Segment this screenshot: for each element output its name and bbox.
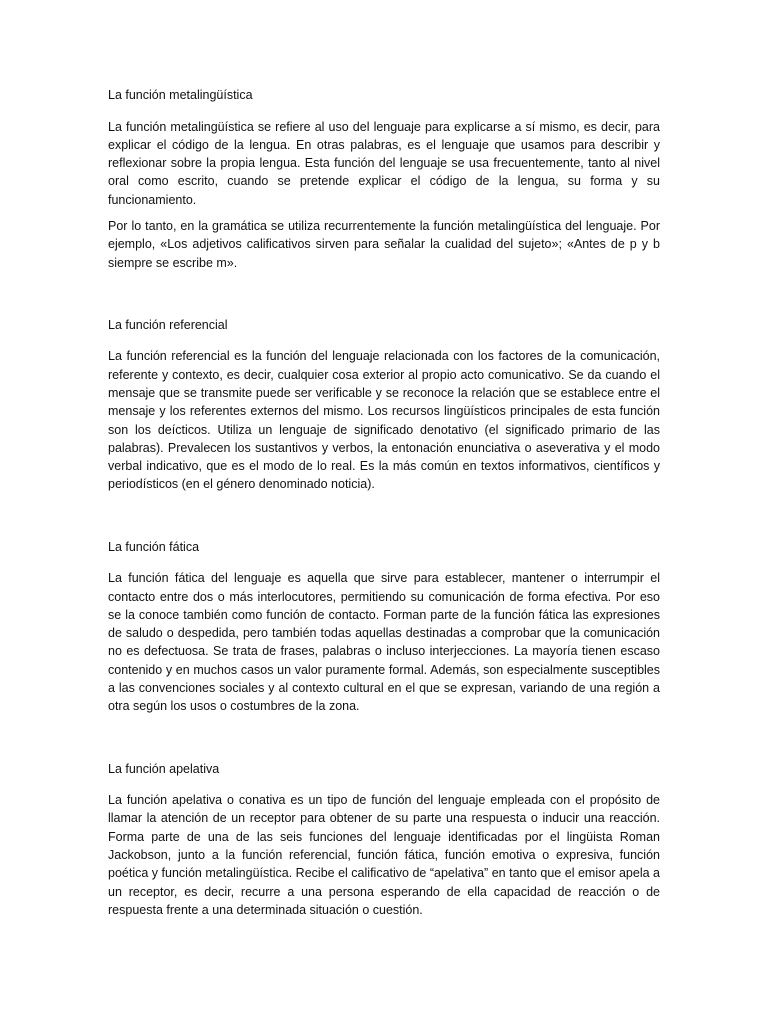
section-spacer — [108, 280, 660, 316]
section-paragraph: Por lo tanto, en la gramática se utiliza recurrentemente la función metalingüística del lenguaje. Por ejemplo, «Los adjetivos calificativos sirven para señalar la cualidad del sujeto»; «Antes de p y b siempre se escribe m». — [108, 218, 660, 270]
section-heading: La función metalingüística — [108, 88, 253, 102]
section-fatica — [108, 538, 660, 716]
section-referencial — [108, 316, 660, 494]
section-heading: La función fática — [108, 539, 200, 554]
section-paragraph: La función metalingüística se refiere al uso del lenguaje para explicarse a sí mismo, es decir, para explicar el código de la lengua. En otras palabras, es el lenguaje que usamos para describir y reflexionar sobre la propia lengua. Esta función del lenguaje se usa frecuentemente, tanto al nivel oral como escrito, cuando se pretende explicar el código de la lengua, su forma y su funcionamiento. — [108, 119, 660, 207]
document-page — [108, 86, 660, 927]
section-apelativa — [108, 760, 660, 920]
section-heading: La función apelativa — [108, 761, 220, 776]
section-heading: La función referencial — [108, 317, 228, 332]
section-paragraph: La función referencial es la función del lenguaje relacionada con los factores de la comunicación, referente y contexto, es decir, cualquier cosa exterior al propio acto comunicativo. Se da cuando el mensaje que se transmite puede ser verificable y se reconoce la relación que se establece entre el mensaje y los referentes externos del mismo. Los recursos lingüísticos principales de esta función son los deícticos. Utiliza un lenguaje de significado denotativo (el significado primario de las palabras). Prevalecen los sustantivos y verbos, la entonación enunciativa o aseverativa y el modo verbal indicativo, que es el modo de lo real. Es la más común en textos informativos, científicos y periodísticos (en el género denominado noticia). — [108, 349, 660, 492]
section-spacer — [108, 502, 660, 538]
section-paragraph: La función fática del lenguaje es aquella que sirve para establecer, mantener o interrumpir el contacto entre dos o más interlocutores, permitiendo su comunicación de forma efectiva. Por eso se la conoce también como función de contacto. Forman parte de la función fática las expresiones de saludo o despedida, pero también todas aquellas destinadas a comprobar que la comunicación no es defectuosa. Se trata de frases, palabras o incluso interjecciones. La mayoría tienen escaso contenido y en muchos casos un valor puramente formal. Además, son especialmente susceptibles a las convenciones sociales y al contexto cultural en el que se expresan, variando de una región a otra según los usos o costumbres de la zona. — [108, 571, 660, 714]
section-spacer — [108, 724, 660, 760]
section-metalinguistica — [108, 86, 660, 272]
section-paragraph: La función apelativa o conativa es un tipo de función del lenguaje empleada con el propósito de llamar la atención de un receptor para obtener de su parte una respuesta o inducir una reacción. Forma parte de una de las seis funciones del lenguaje identificadas por el lingüista Roman Jackobson, junto a la función referencial, función fática, función emotiva o expresiva, función poética y función metalingüística. Recibe el calificativo de “apelativa” en tanto que el emisor apela a un receptor, es decir, recurre a una persona esperando de ella capacidad de reacción o de respuesta frente a una determinada situación o cuestión. — [108, 793, 660, 917]
